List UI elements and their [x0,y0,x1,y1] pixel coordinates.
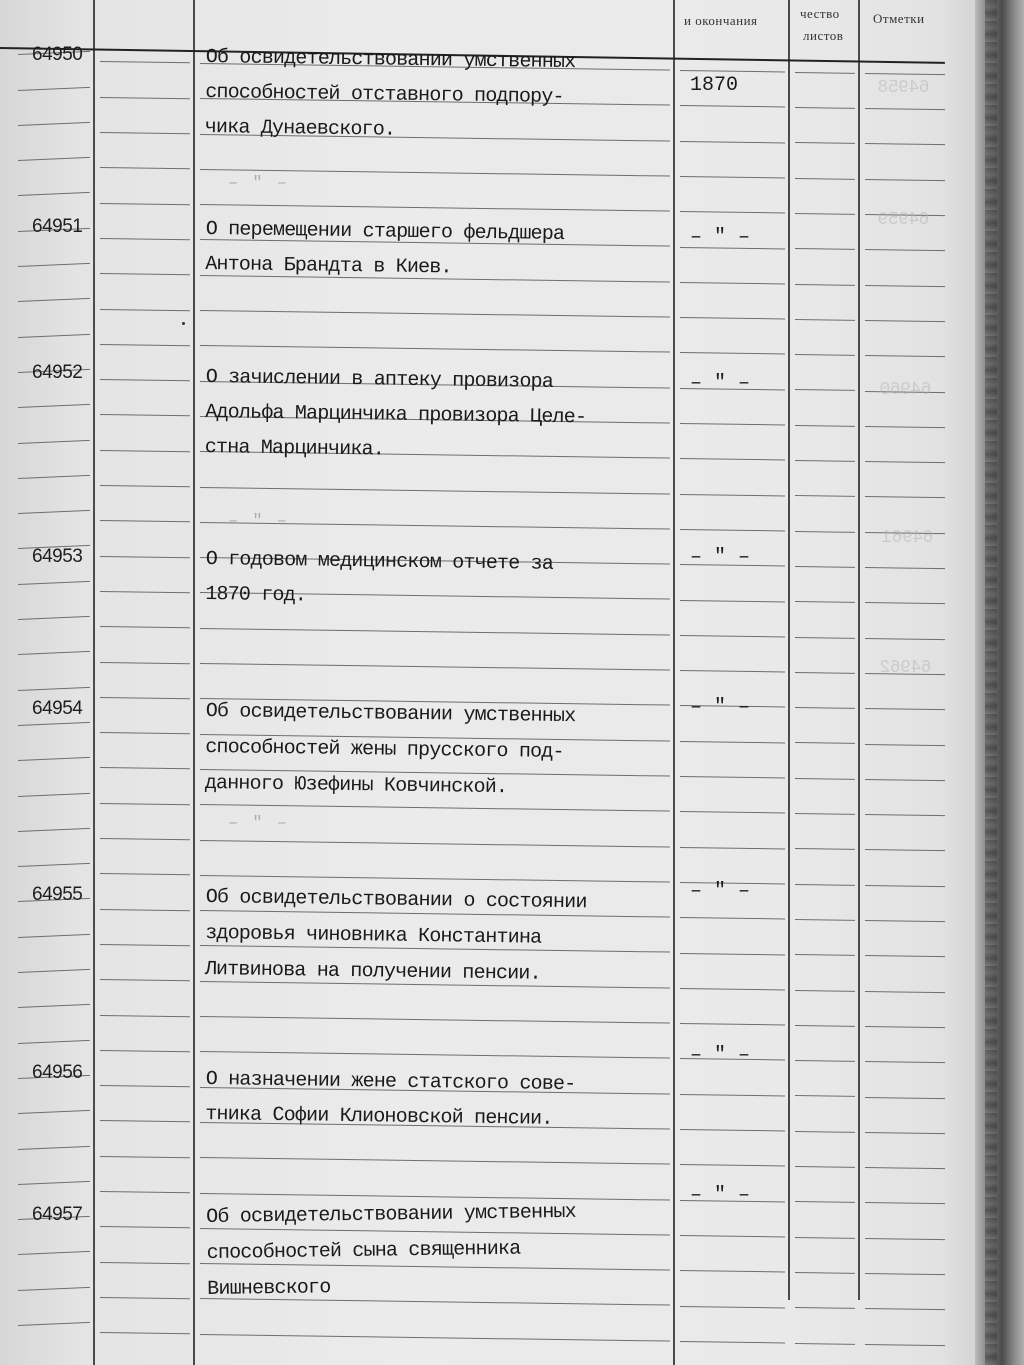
ruled-line [865,179,945,181]
entry-description [204,694,675,809]
description-line: тника Софии Клионовской пенсии. [205,1102,553,1131]
ruled-line [18,1004,90,1008]
ruled-line [865,991,945,993]
entry-description [205,1062,676,1139]
ruled-line [680,1129,785,1131]
entry-description [204,880,675,995]
ruled-line [100,1050,190,1052]
ruled-line [795,707,855,709]
ruled-line [18,475,90,479]
entry-description [205,542,676,619]
ruled-line [865,779,945,781]
entry-number: 64955 [32,884,83,905]
ruled-line [680,741,785,743]
description-line: О назначении жене статского сове- [205,1067,576,1097]
ruled-line [865,885,945,887]
description-line: способностей жены прусского под- [205,735,564,764]
ruled-line [18,581,90,585]
ruled-line [680,953,785,955]
description-line: способностей сына священника [206,1237,521,1265]
column-rule-number [93,0,95,1365]
ruled-line [795,778,855,780]
ruled-line [200,487,670,495]
entry-description [206,1193,677,1308]
description-line: данного Юзефины Ковчинской. [204,771,508,800]
ruled-line [18,334,90,338]
ruled-line [865,285,945,287]
ditto-mark: – " – [228,814,290,833]
entry-date: – " – [690,226,751,249]
ruled-line [680,670,785,672]
ruled-line [865,920,945,922]
ruled-line [680,1235,785,1237]
ruled-line [865,638,945,640]
ruled-line [18,687,90,691]
ruled-line [680,988,785,990]
ruled-line [200,840,670,848]
ruled-line [18,1251,90,1255]
ruled-line [795,672,855,674]
description-line: Об освидетельствовании умственных [205,699,576,729]
ruled-line [795,495,855,497]
ruled-line [100,626,190,628]
ruled-line [100,309,190,311]
ruled-line [18,651,90,655]
ruled-line [795,601,855,603]
ruled-line [795,72,855,74]
ruled-line [100,1332,190,1334]
description-line: здоровья чиновника Константина [205,921,542,950]
ruled-line [680,600,785,602]
ruled-line [200,345,670,353]
ruled-line [18,757,90,761]
ruled-line [100,1156,190,1158]
ruled-line [200,663,670,671]
description-line: стна Марцинчика. [204,435,385,462]
ruled-line [795,566,855,568]
column-rule-count [858,0,860,1300]
ruled-line [865,73,945,75]
ruled-line [865,1344,945,1346]
ruled-line [795,1272,855,1274]
ruled-line [100,132,190,134]
entry-number: 64952 [32,362,83,383]
ruled-line [865,143,945,145]
ruled-line [680,70,785,72]
ruled-line [100,873,190,875]
ruled-line [865,108,945,110]
entry-number: 64950 [32,44,83,65]
ruled-line [865,1308,945,1310]
ruled-line [795,884,855,886]
ruled-line [795,637,855,639]
ruled-line [100,732,190,734]
ruled-line [18,863,90,867]
ruled-line [795,1201,855,1203]
entry-number: 64957 [32,1204,83,1225]
ruled-line [18,792,90,796]
description-line: О зачислении в аптеку провизора [205,365,554,394]
ruled-line [680,529,785,531]
ruled-line [680,317,785,319]
ruled-line [100,1262,190,1264]
ruled-line [100,1226,190,1228]
ruled-line [200,310,670,318]
ruled-line [795,284,855,286]
ruled-line [100,1297,190,1299]
ruled-line [865,320,945,322]
ruled-line [795,142,855,144]
entry-date: – " – [690,696,751,719]
ruled-line [795,1025,855,1027]
ruled-line [795,1237,855,1239]
ruled-line [865,1273,945,1275]
description-line: О годовом медицинском отчете за [205,547,554,576]
ruled-line [100,61,190,63]
header-dates: и окончания [684,13,758,28]
ruled-line [100,520,190,522]
ruled-line [18,969,90,973]
ruled-line [18,1110,90,1114]
ruled-line [18,86,90,90]
ruled-line [100,167,190,169]
ruled-line [100,697,190,699]
column-rule-description [673,0,675,1365]
ruled-line [100,979,190,981]
ruled-line [680,423,785,425]
ruled-line [18,1040,90,1044]
ruled-line [680,1341,785,1343]
bleed-through-number: 64960 [880,380,932,400]
ruled-line [680,917,785,919]
bleed-through-number: 64962 [880,658,932,678]
ruled-line [865,744,945,746]
ruled-line [100,273,190,275]
ruled-line [18,263,90,267]
ruled-line [200,628,670,636]
ruled-line [18,157,90,161]
entry-date: – " – [690,1184,751,1207]
ruled-line [865,1097,945,1099]
ink-speck [182,322,185,325]
ruled-line [100,379,190,381]
ruled-line [680,1023,785,1025]
ruled-line [865,249,945,251]
description-line: О перемещении старшего фельдшера [205,217,565,247]
book-spine [975,0,1024,1365]
ruled-line [680,105,785,107]
entry-number: 64954 [32,698,83,719]
ruled-line [18,1322,90,1326]
ruled-line [795,1307,855,1309]
entry-date: – " – [690,372,751,395]
bleed-through-number: 64958 [878,78,930,98]
bleed-through-number: 64959 [878,210,930,230]
entry-description [205,212,676,289]
ruled-line [795,848,855,850]
ruled-line [200,1334,670,1342]
ruled-line [795,990,855,992]
description-line: Об освидетельствовании умственных [205,45,576,75]
ruled-line [795,1060,855,1062]
ruled-line [680,494,785,496]
ruled-line [100,662,190,664]
ruled-line [18,192,90,196]
entry-date: 1870 [690,74,739,97]
ruled-line [680,211,785,213]
ruled-line [795,178,855,180]
ruled-line [680,1270,785,1272]
ruled-line [795,813,855,815]
ruled-line [680,811,785,813]
ruled-line [100,803,190,805]
ruled-line [680,1306,785,1308]
ruled-line [795,248,855,250]
description-line: Об освидетельствовании умственных [206,1200,577,1229]
entry-date: – " – [690,546,751,569]
ruled-line [100,944,190,946]
ruled-line [680,458,785,460]
ruled-line [865,1026,945,1028]
ruled-line [795,1095,855,1097]
ruled-line [18,722,90,726]
ruled-line [865,708,945,710]
ruled-line [680,176,785,178]
ruled-line [795,954,855,956]
description-line: Вишневского [207,1276,331,1301]
ruled-line [865,1202,945,1204]
ruled-line [865,567,945,569]
ruled-line [795,1131,855,1133]
ruled-line [865,1061,945,1063]
ruled-line [680,635,785,637]
ruled-line [795,1343,855,1345]
ruled-line [795,107,855,109]
description-line: Антона Брандта в Киев. [205,252,452,280]
description-line: способностей отставного подпору- [205,80,564,109]
ruled-line [100,1015,190,1017]
ruled-line [680,1094,785,1096]
ruled-line [795,319,855,321]
ruled-line [795,213,855,215]
description-line: Адольфа Марцинчика провизора Целе- [205,400,587,430]
ruled-line [865,426,945,428]
bleed-through-number: 64961 [882,528,934,548]
ruled-line [100,203,190,205]
ruled-line [680,282,785,284]
ruled-line [18,1145,90,1149]
ruled-line [100,238,190,240]
ruled-line [100,1085,190,1087]
ruled-line [18,439,90,443]
ruled-line [795,354,855,356]
ruled-line [18,616,90,620]
description-line: 1870 год. [205,582,307,608]
ruled-line [100,909,190,911]
ruled-line [795,460,855,462]
ruled-line [680,352,785,354]
entry-description [205,360,676,472]
ruled-line [18,828,90,832]
ruled-line [18,1287,90,1291]
ruled-line [865,955,945,957]
entry-number: 64956 [32,1062,83,1083]
ruled-line [680,141,785,143]
spine-shadow [985,0,997,1365]
description-line: Литвинова на получении пенсии. [204,957,541,986]
ruled-line [18,510,90,514]
entry-date: – " – [690,1044,751,1067]
ruled-line [865,849,945,851]
ruled-line [200,1016,670,1024]
ruled-line [18,1181,90,1185]
ruled-line [865,814,945,816]
ruled-line [100,344,190,346]
ruled-line [200,1051,670,1059]
ruled-line [865,1167,945,1169]
ruled-line [795,742,855,744]
ruled-line [680,1164,785,1166]
ruled-line [18,934,90,938]
entry-date: – " – [690,880,751,903]
column-rule-dates [788,0,790,1300]
ruled-line [865,496,945,498]
ditto-mark: – " – [228,512,290,531]
ruled-line [18,404,90,408]
ruled-line [100,97,190,99]
ruled-line [100,1120,190,1122]
header-count-line1: чество [800,6,840,21]
column-rule-blank [193,0,195,1365]
ruled-line [680,776,785,778]
ruled-line [18,298,90,302]
entry-number: 64953 [32,546,83,567]
ruled-line [865,1238,945,1240]
ruled-line [100,485,190,487]
ruled-line [795,531,855,533]
ruled-line [200,1157,670,1165]
entry-description [205,40,676,152]
ruled-line [795,1166,855,1168]
ruled-line [795,919,855,921]
ruled-line [100,591,190,593]
ruled-line [100,1191,190,1193]
header-count-line2: листов [803,28,844,43]
ruled-line [865,602,945,604]
header-notes: Отметки [873,11,925,26]
ruled-line [865,1132,945,1134]
ruled-line [100,767,190,769]
ruled-line [795,389,855,391]
ruled-line [100,838,190,840]
entry-number: 64951 [32,216,83,237]
ruled-line [680,847,785,849]
ruled-line [100,414,190,416]
ruled-line [865,461,945,463]
ruled-line [200,204,670,212]
ditto-mark: – " – [228,174,290,193]
ruled-line [100,450,190,452]
description-line: Об освидетельствовании о состоянии [205,885,587,915]
ruled-line [18,122,90,126]
description-line: чика Дунаевского. [204,115,396,142]
ruled-line [795,425,855,427]
ruled-line [865,355,945,357]
ruled-line [100,556,190,558]
